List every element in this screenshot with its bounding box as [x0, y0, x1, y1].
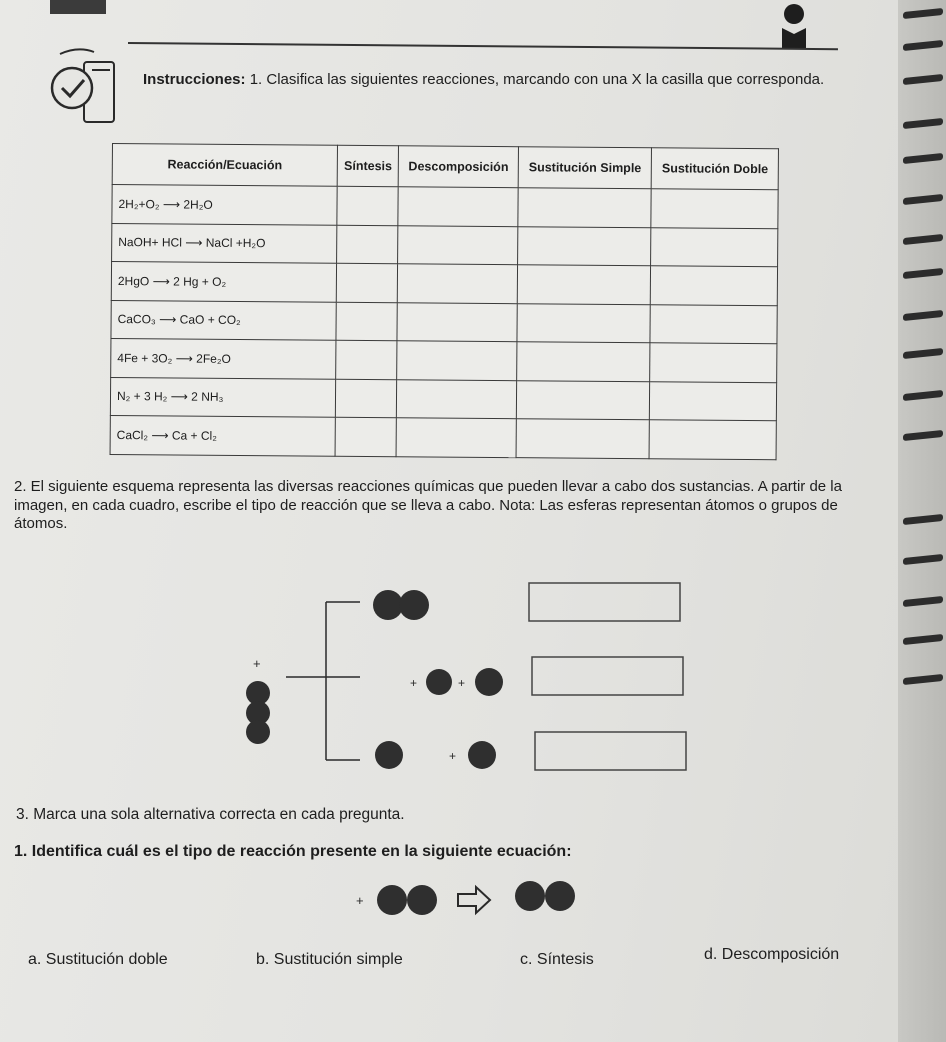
- header-double-substitution: Sustitución Doble: [652, 148, 779, 190]
- equation-cell: 2HgO ⟶ 2 Hg + O₂: [111, 262, 336, 302]
- table-header-row: [112, 144, 778, 190]
- answer-cell[interactable]: [650, 381, 777, 420]
- table-row: [111, 338, 777, 382]
- option-c[interactable]: c. Síntesis: [520, 951, 594, 968]
- equation-cell: CaCO₃ ⟶ CaO + CO₂: [111, 300, 336, 340]
- equation-cell: CaCl₂ ⟶ Ca + Cl₂: [110, 415, 335, 455]
- instructions-text: 1. Clasifica las siguientes reacciones, marcando con una X la casilla que corresponda.: [245, 71, 825, 88]
- sphere: [468, 741, 496, 769]
- answer-cell[interactable]: [649, 420, 776, 459]
- plus-sign: +: [253, 656, 261, 671]
- sphere: [545, 881, 575, 911]
- equation-cell: 4Fe + 3O₂ ⟶ 2Fe₂O: [111, 338, 336, 378]
- sphere: [375, 741, 403, 769]
- answer-cell[interactable]: [398, 225, 518, 264]
- answer-cell[interactable]: [397, 379, 517, 418]
- arrow-right-icon: [458, 887, 490, 913]
- sphere: [426, 669, 452, 695]
- plus-sign: +: [449, 749, 457, 763]
- answer-cell[interactable]: [650, 343, 777, 382]
- table-row: [111, 262, 777, 306]
- answer-cell[interactable]: [336, 302, 398, 341]
- sphere: [475, 668, 503, 696]
- plus-sign: +: [356, 893, 364, 908]
- table-row: [111, 300, 777, 344]
- answer-cell[interactable]: [397, 341, 517, 380]
- table-row: [112, 223, 778, 267]
- question-3-intro: 3. Marca una sola alternativa correcta en cada pregunta.: [16, 806, 405, 823]
- plus-sign: +: [458, 676, 466, 690]
- instructions-label: Instrucciones:: [143, 71, 246, 88]
- answer-cell[interactable]: [336, 263, 398, 302]
- plus-sign: +: [410, 676, 418, 690]
- sphere: [399, 590, 429, 620]
- option-d[interactable]: d. Descomposición: [704, 946, 840, 963]
- answer-cell[interactable]: [396, 418, 516, 457]
- question-3-1-text: 1. Identifica cuál es el tipo de reacción presente en la siguiente ecuación:: [14, 843, 572, 860]
- check-icon: [38, 44, 118, 124]
- corner-tab: [50, 0, 106, 14]
- answer-cell[interactable]: [337, 186, 399, 225]
- option-b[interactable]: b. Sustitución simple: [256, 951, 403, 968]
- header-simple-substitution: Sustitución Simple: [518, 147, 652, 189]
- reaction-scheme-diagram: [220, 575, 700, 785]
- answer-cell[interactable]: [651, 189, 778, 228]
- table-row: [110, 415, 776, 459]
- table-row: [110, 377, 776, 421]
- answer-cell[interactable]: [650, 304, 777, 343]
- answer-cell[interactable]: [337, 225, 399, 264]
- answer-cell[interactable]: [517, 342, 651, 382]
- answer-cell[interactable]: [398, 264, 518, 303]
- answer-cell[interactable]: [651, 266, 778, 305]
- equation-cell: 2H₂+O₂ ⟶ 2H₂O: [112, 185, 337, 225]
- answer-cell[interactable]: [336, 340, 398, 379]
- answer-box-3[interactable]: [535, 732, 686, 770]
- answer-cell[interactable]: [398, 187, 518, 226]
- sphere: [246, 720, 270, 744]
- answer-cell[interactable]: [335, 417, 397, 456]
- sphere: [377, 885, 407, 915]
- person-icon: [780, 2, 812, 48]
- header-synthesis: Síntesis: [337, 145, 399, 186]
- header-reaction: Reacción/Ecuación: [112, 144, 337, 187]
- instructions: [143, 70, 843, 89]
- sphere: [373, 590, 403, 620]
- sphere: [515, 881, 545, 911]
- answer-cell[interactable]: [517, 303, 651, 343]
- answer-cell[interactable]: [397, 302, 517, 341]
- table-row: [112, 185, 778, 229]
- answer-cell[interactable]: [516, 380, 650, 420]
- header-decomposition: Descomposición: [399, 146, 519, 188]
- answer-cell[interactable]: [516, 419, 650, 459]
- equation-cell: NaOH+ HCl ⟶ NaCl +H₂O: [112, 223, 337, 263]
- answer-cell[interactable]: [651, 227, 778, 266]
- option-a[interactable]: a. Sustitución doble: [28, 951, 168, 968]
- answer-cell[interactable]: [335, 379, 397, 418]
- equation-cell: N₂ + 3 H₂ ⟶ 2 NH₃: [110, 377, 335, 417]
- answer-cell[interactable]: [518, 188, 652, 228]
- answer-cell[interactable]: [517, 265, 651, 305]
- classification-table: [110, 143, 779, 460]
- equation-diagram: [350, 872, 590, 922]
- answer-box-1[interactable]: [529, 583, 680, 621]
- answer-cell[interactable]: [517, 226, 651, 266]
- answer-box-2[interactable]: [532, 657, 683, 695]
- sphere: [407, 885, 437, 915]
- question-2-text: 2. El siguiente esquema representa las diversas reacciones químicas que pueden llevar a cabo dos sustancias. A partir de la imagen, en cada cuadro, escribe el tipo de reacción que se lleva a cabo. Nota: Las esferas representan átomos o grupos de átomos.: [14, 478, 842, 532]
